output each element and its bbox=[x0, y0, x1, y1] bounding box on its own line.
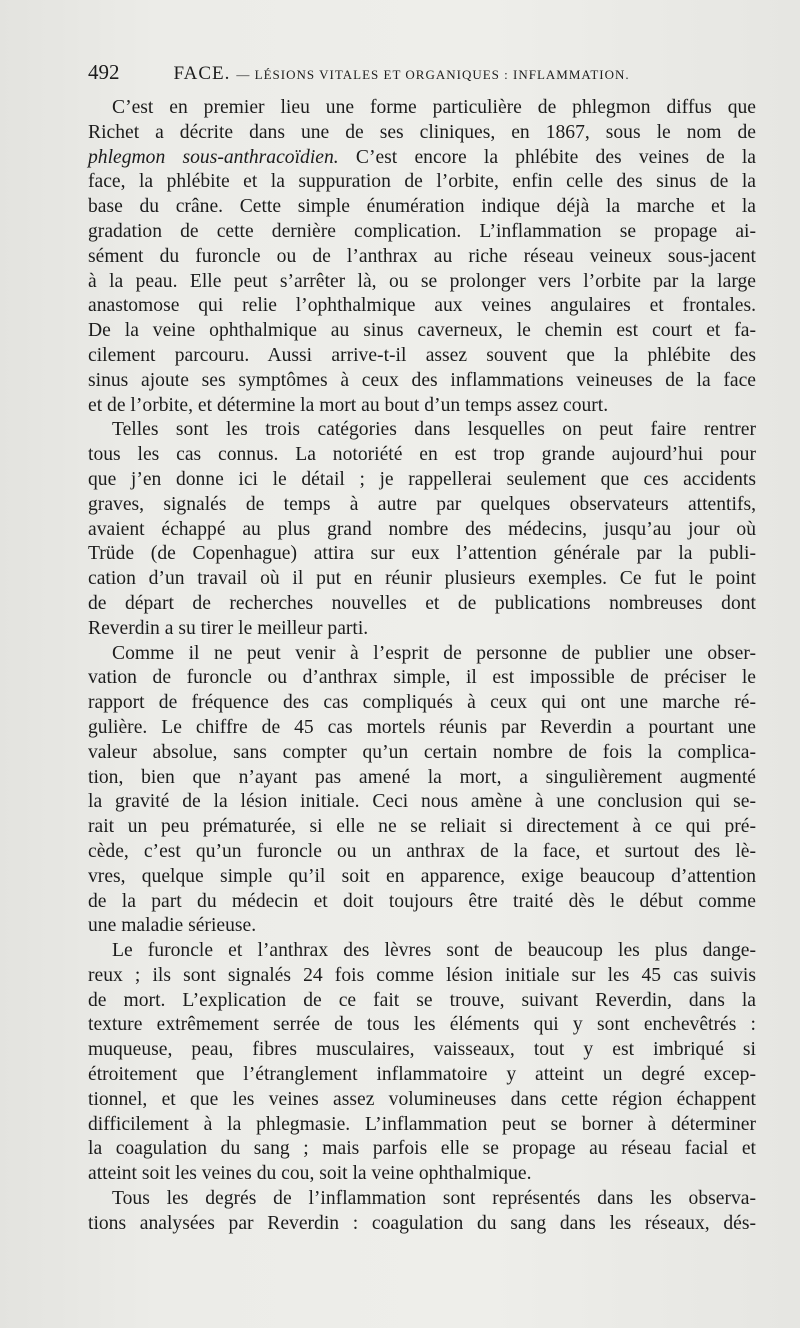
text-line: de départ de recherches nouvelles et de publications nombreuses dont bbox=[88, 592, 756, 614]
running-subtitle: — LÉSIONS VITALES ET ORGANIQUES : INFLAMMATION. bbox=[236, 67, 630, 82]
paragraph bbox=[88, 939, 756, 1187]
text-line: anastomose qui relie l’ophthalmique aux veines angulaires et frontales. bbox=[88, 295, 756, 317]
text-line: gradation de cette dernière complication. L’inflammation se propage ai- bbox=[88, 220, 756, 242]
text-line: cilement parcouru. Aussi arrive-t-il assez souvent que la phlébite des bbox=[88, 344, 756, 366]
text-line: une maladie sérieuse. bbox=[88, 915, 257, 937]
paragraph bbox=[88, 642, 756, 940]
text-line: tion, bien que n’ayant pas amené la mort, a singulièrement augmenté bbox=[88, 766, 756, 788]
paragraph bbox=[88, 1187, 756, 1237]
text-line: face, la phlébite et la suppuration de l’orbite, enfin celle des sinus de la bbox=[88, 171, 756, 193]
text-line: à la peau. Elle peut s’arrêter là, ou se prolonger vers l’orbite par la large bbox=[88, 270, 756, 292]
text-line: C’est en premier lieu une forme particulière de phlegmon diffus que bbox=[112, 97, 756, 118]
text-line: de mort. L’explication de ce fait se trouve, suivant Reverdin, dans la bbox=[88, 989, 756, 1011]
paragraph bbox=[88, 418, 756, 641]
body-text bbox=[88, 96, 756, 1237]
text-line: graves, signalés de temps à autre par quelques observateurs attentifs, bbox=[88, 493, 756, 515]
text-line: vres, quelque simple qu’il soit en apparence, exige beaucoup d’attention bbox=[88, 865, 756, 887]
italic-term: phlegmon sous-anthracoïdien. bbox=[88, 146, 339, 168]
text-line bbox=[88, 146, 756, 171]
text-line: Richet a décrite dans une de ses cliniques, en 1867, sous le nom de bbox=[88, 121, 756, 143]
text-line: atteint soit les veines du cou, soit la veine ophthalmique. bbox=[88, 1163, 532, 1185]
text-line: De la veine ophthalmique au sinus caverneux, le chemin est court et fa- bbox=[88, 320, 756, 342]
text-line: rapport de fréquence des cas compliqués à ceux qui ont une marche ré- bbox=[88, 692, 756, 714]
text-line: et de l’orbite, et détermine la mort au bout d’un temps assez court. bbox=[88, 394, 609, 416]
text-line: tionnel, et que les veines assez volumineuses dans cette région échappent bbox=[88, 1088, 756, 1110]
text-line: Le furoncle et l’anthrax des lèvres sont de beaucoup les plus dange- bbox=[112, 940, 756, 962]
text-line: gulière. Le chiffre de 45 cas mortels réunis par Reverdin a pourtant une bbox=[88, 716, 756, 738]
page-number: 492 bbox=[88, 60, 120, 84]
text-line: Telles sont les trois catégories dans lesquelles on peut faire rentrer bbox=[112, 419, 756, 441]
text-line: muqueuse, peau, fibres musculaires, vaisseaux, tout y est imbriqué si bbox=[88, 1039, 756, 1061]
text-line: cation d’un travail où il put en réunir plusieurs exemples. Ce fut le point bbox=[88, 568, 756, 590]
text-line: tions analysées par Reverdin : coagulation du sang dans les réseaux, dés- bbox=[88, 1212, 756, 1234]
text-line: base du crâne. Cette simple énumération indique déjà la marche et la bbox=[88, 196, 756, 218]
text-line: Tous les degrés de l’inflammation sont représentés dans les observa- bbox=[112, 1188, 756, 1210]
text-line: étroitement que l’étranglement inflammatoire y atteint un degré excep- bbox=[88, 1064, 756, 1086]
paragraph bbox=[88, 96, 756, 418]
text-line: la gravité de la lésion initiale. Ceci nous amène à une conclusion qui se- bbox=[88, 791, 756, 813]
text-line: cède, c’est qu’un furoncle ou un anthrax de la face, et surtout des lè- bbox=[88, 840, 756, 862]
text-span: C’est encore la phlébite des veines de la bbox=[338, 146, 756, 168]
text-line: sément du furoncle ou de l’anthrax au riche réseau veineux sous-jacent bbox=[88, 245, 756, 267]
text-line: rait un peu prématurée, si elle ne se reliait si directement à ce qui pré- bbox=[88, 816, 756, 838]
text-line: Trüde (de Copenhague) attira sur eux l’attention générale par la publi- bbox=[88, 543, 756, 565]
text-line: difficilement à la phlegmasie. L’inflammation peut se borner à déterminer bbox=[88, 1113, 756, 1135]
text-line: vation de furoncle ou d’anthrax simple, il est impossible de préciser le bbox=[88, 667, 756, 689]
text-line: texture extrêmement serrée de tous les éléments qui y sont enchevêtrés : bbox=[88, 1014, 756, 1036]
text-line: reux ; ils sont signalés 24 fois comme lésion initiale sur les 45 cas suivis bbox=[88, 964, 756, 986]
text-line: Comme il ne peut venir à l’esprit de personne de publier une obser- bbox=[112, 642, 756, 664]
text-line: sinus ajoute ses symptômes à ceux des inflammations veineuses de la face bbox=[88, 369, 756, 391]
text-line: valeur absolue, sans compter qu’un certain nombre de fois la complica- bbox=[88, 741, 756, 763]
running-header bbox=[88, 60, 778, 88]
text-line: de la part du médecin et doit toujours être traité dès le début comme bbox=[88, 890, 756, 912]
text-line: tous les cas connus. La notoriété en est trop grande aujourd’hui pour bbox=[88, 444, 756, 466]
text-line: que j’en donne ici le détail ; je rappellerai seulement que ces accidents bbox=[88, 468, 756, 490]
text-line: la coagulation du sang ; mais parfois elle se propage au réseau facial et bbox=[88, 1138, 756, 1160]
text-line: avaient échappé au plus grand nombre des médecins, jusqu’au jour où bbox=[88, 518, 756, 540]
text-line: Reverdin a su tirer le meilleur parti. bbox=[88, 617, 369, 639]
running-title: FACE. bbox=[173, 63, 231, 84]
